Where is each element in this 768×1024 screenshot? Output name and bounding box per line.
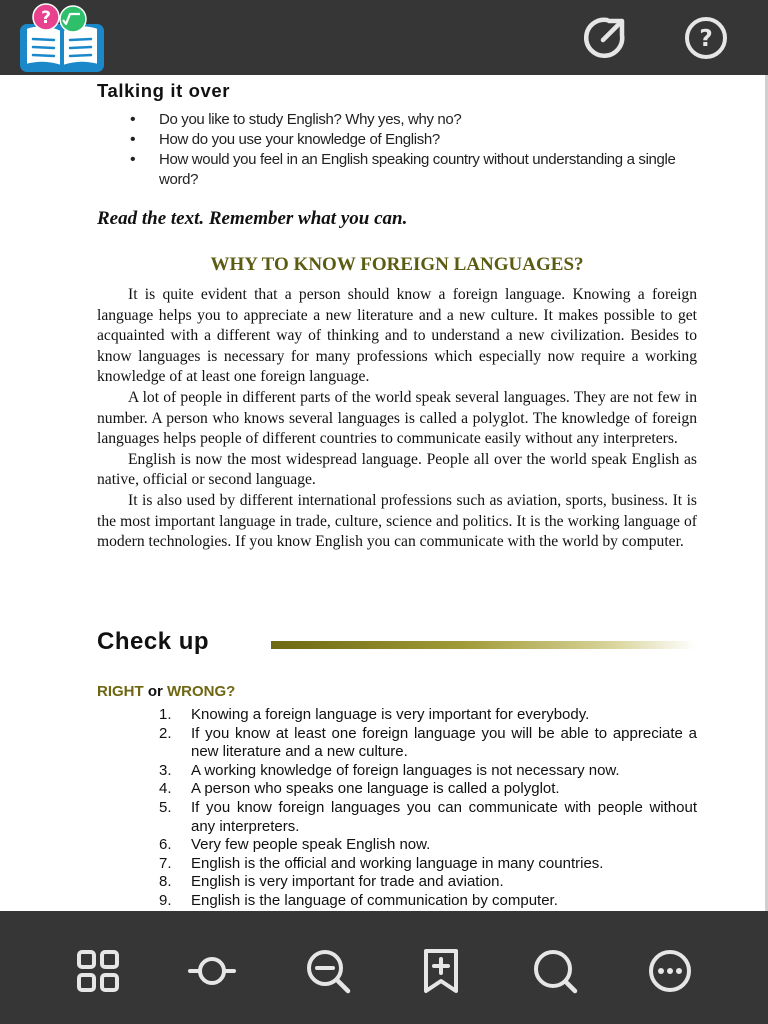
statement-number: 5.	[159, 798, 172, 816]
statement-text: English is very important for trade and aviation.	[191, 873, 504, 891]
statement-item	[97, 706, 697, 725]
reading-paragraph: A lot of people in different parts of the world speak several languages. They are not few in number. A person who knows several languages is called a polyglot. The knowledge of foreign languages helps people of different countries to communicate easily without any interpreters.	[97, 388, 697, 448]
check-up-divider	[271, 641, 696, 649]
reading-paragraph: It is quite evident that a person should know a foreign language. Knowing a foreign language helps you to appreciate a new literature and a new culture. It makes possible to get acquainted with a different way of thinking and to understand a new civilization. Besides to know languages is necessary for many professions which especially now require a working knowledge of at least one foreign language.	[97, 286, 697, 386]
bottom-toolbar	[0, 911, 768, 1024]
statement-text: English is the language of communication by computer.	[191, 891, 558, 909]
section-title-talking-it-over: Talking it over	[97, 80, 231, 101]
page-slider-icon[interactable]	[188, 947, 236, 995]
statement-item	[97, 725, 697, 762]
statement-number: 9.	[159, 891, 172, 909]
reading-title: WHY TO KNOW FOREIGN LANGUAGES?	[210, 254, 584, 275]
statement-number: 3.	[159, 761, 172, 779]
heading-right: RIGHT	[97, 683, 144, 700]
reading-instruction: Read the text. Remember what you can.	[97, 208, 408, 229]
statement-list	[97, 706, 697, 911]
statement-text: English is the official and working language in many countries.	[191, 854, 604, 872]
svg-text:?: ?	[699, 26, 713, 52]
svg-text:?: ?	[41, 8, 51, 28]
reading-paragraph: It is also used by different international professions such as aviation, sports, business. It is the most important language in trade, culture, science and politics. It is the working language of modern technologies. If you know English you can communicate with the world by computer.	[97, 491, 697, 551]
statement-number: 1.	[159, 706, 172, 723]
statement-number: 2.	[159, 724, 172, 742]
discussion-question: • Do you like to study English? Why yes, why no?	[97, 110, 699, 130]
search-icon[interactable]	[531, 947, 579, 995]
more-icon[interactable]	[646, 947, 694, 995]
heading-or: or	[143, 683, 168, 700]
statement-item	[97, 855, 697, 874]
statement-item	[97, 892, 697, 911]
statement-text: Knowing a foreign language is very important for everybody.	[191, 706, 590, 723]
discussion-question: • How would you feel in an English speaking country without understanding a single word?	[97, 150, 699, 190]
statement-number: 7.	[159, 854, 172, 872]
discussion-question: • How do you use your knowledge of English?	[97, 130, 699, 150]
statement-text: If you know at least one foreign language you will be able to appreciate a new literature and a new culture.	[191, 724, 697, 761]
statement-number: 6.	[159, 836, 172, 854]
add-bookmark-icon[interactable]	[417, 947, 465, 995]
heading-wrong: WRONG?	[167, 683, 236, 700]
grid-icon[interactable]	[74, 947, 122, 995]
statement-number: 8.	[159, 873, 172, 891]
statement-item	[97, 780, 697, 799]
statement-item	[97, 799, 697, 836]
share-icon[interactable]	[580, 14, 628, 62]
statement-text: A person who speaks one language is called a polyglot.	[191, 780, 560, 798]
check-up-title: Check up	[97, 628, 210, 655]
statement-text: A working knowledge of foreign languages is not necessary now.	[191, 761, 620, 779]
statement-item	[97, 762, 697, 781]
right-or-wrong-heading	[97, 683, 235, 700]
reading-paragraph: English is now the most widespread language. People all over the world speak English as native, official or second language.	[97, 450, 697, 489]
statement-text: Very few people speak English now.	[191, 836, 431, 854]
help-icon[interactable]	[682, 14, 730, 62]
discussion-questions	[97, 110, 699, 190]
zoom-out-icon[interactable]	[304, 947, 352, 995]
statement-item	[97, 836, 697, 855]
statement-text: If you know foreign languages you can communicate with people without any interpreters.	[191, 798, 697, 835]
statement-item	[97, 873, 697, 892]
reading-text	[97, 285, 697, 553]
statement-number: 4.	[159, 780, 172, 798]
book-logo-icon[interactable]	[18, 2, 106, 74]
top-toolbar	[0, 0, 768, 75]
